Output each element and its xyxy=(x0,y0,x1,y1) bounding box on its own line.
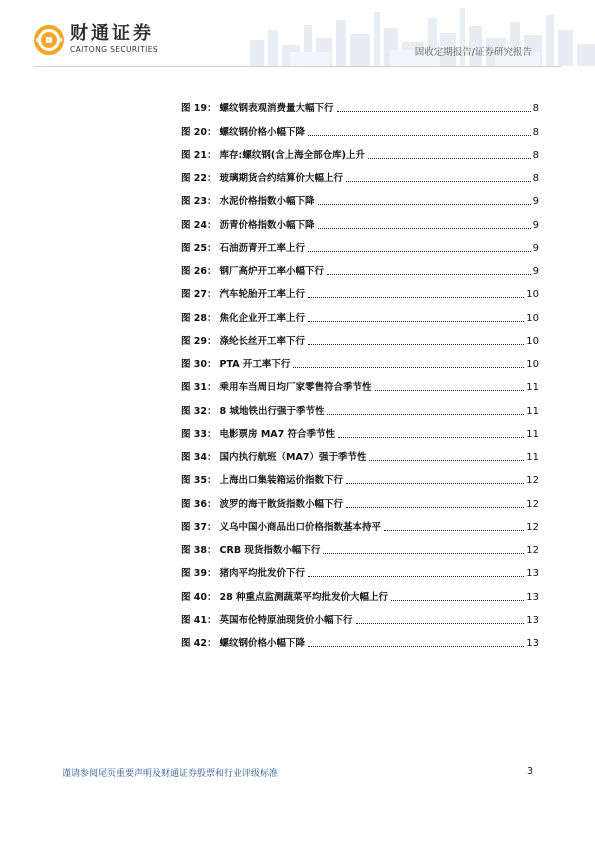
toc-page-number: 13 xyxy=(526,638,539,649)
toc-figure-title: 国内执行航班（MA7）强于季节性 xyxy=(219,452,367,463)
toc-page-number: 10 xyxy=(526,359,539,370)
toc-page-number: 11 xyxy=(526,405,539,417)
toc-entry[interactable] xyxy=(181,138,539,161)
toc-page-number: 12 xyxy=(526,521,539,533)
toc-figure-title: 涤纶长丝开工率下行 xyxy=(219,335,306,347)
toc-figure-title: 波罗的海干散货指数小幅下行 xyxy=(219,498,344,510)
toc-figure-number: 图 37： xyxy=(181,521,217,533)
toc-figure-number: 图 22： xyxy=(181,173,217,184)
toc-figure-number: 图 24： xyxy=(181,219,217,231)
toc-page-number: 13 xyxy=(526,568,539,580)
toc-figure-title: 螺纹钢价格小幅下降 xyxy=(219,126,306,138)
toc-entry[interactable] xyxy=(181,161,539,184)
toc-figure-title: 焦化企业开工率上行 xyxy=(219,312,306,324)
toc-figure-number: 图 21： xyxy=(181,149,217,161)
toc-entry[interactable] xyxy=(181,463,539,486)
page-number: 3 xyxy=(526,766,533,777)
toc-entry[interactable] xyxy=(181,231,539,254)
toc-entry[interactable] xyxy=(181,207,539,230)
toc-leader-dots xyxy=(337,111,531,112)
toc-leader-dots xyxy=(346,507,524,508)
header-divider xyxy=(34,66,561,67)
toc-leader-dots xyxy=(308,321,524,322)
toc-leader-dots xyxy=(308,576,524,577)
toc-leader-dots xyxy=(308,135,531,136)
toc-page-number: 11 xyxy=(526,452,539,463)
toc-entry[interactable] xyxy=(181,533,539,556)
toc-entry[interactable] xyxy=(181,277,539,300)
toc-leader-dots xyxy=(327,274,531,275)
toc-figure-title: CRB 现货指数小幅下行 xyxy=(219,545,321,556)
toc-leader-dots xyxy=(323,553,524,554)
toc-entry[interactable] xyxy=(181,440,539,463)
toc-leader-dots xyxy=(356,623,525,624)
brand-name-cn: 财通证券 xyxy=(70,23,154,44)
toc-figure-title: 沥青价格指数小幅下降 xyxy=(219,219,315,231)
brand-name-en: CAITONG SECURITIES xyxy=(70,45,159,54)
toc-entry[interactable] xyxy=(181,114,539,137)
toc-figure-number: 图 19： xyxy=(181,103,217,115)
toc-page-number: 9 xyxy=(532,242,539,254)
toc-leader-dots xyxy=(308,646,524,647)
toc-entry[interactable] xyxy=(181,486,539,509)
toc-page-number: 11 xyxy=(526,382,539,394)
toc-figure-title: 水泥价格指数小幅下降 xyxy=(219,196,315,208)
toc-figure-number: 图 30： xyxy=(181,359,217,370)
toc-entry[interactable] xyxy=(181,91,539,114)
toc-figure-number: 图 29： xyxy=(181,335,217,347)
toc-page-number: 8 xyxy=(532,126,539,138)
toc-entry[interactable] xyxy=(181,393,539,416)
toc-figure-title: PTA 开工率下行 xyxy=(219,359,291,370)
toc-leader-dots xyxy=(369,460,524,461)
toc-figure-number: 图 34： xyxy=(181,452,217,463)
toc-leader-dots xyxy=(318,204,531,205)
caitong-logo-icon xyxy=(34,25,64,55)
toc-page-number: 13 xyxy=(526,614,539,626)
toc-figure-title: 螺纹钢表观消费量大幅下行 xyxy=(219,103,334,115)
toc-leader-dots xyxy=(338,437,524,438)
toc-page-number: 8 xyxy=(532,149,539,161)
toc-page-number: 11 xyxy=(526,428,539,440)
toc-figure-number: 图 41： xyxy=(181,614,217,626)
toc-page-number: 12 xyxy=(526,498,539,510)
toc-entry[interactable] xyxy=(181,300,539,323)
toc-figure-title: 库存:螺纹钢(含上海全部仓库)上升 xyxy=(219,149,366,161)
toc-figure-number: 图 38： xyxy=(181,545,217,556)
toc-entry[interactable] xyxy=(181,626,539,649)
toc-page-number: 9 xyxy=(532,219,539,231)
toc-figure-number: 图 33： xyxy=(181,428,217,440)
toc-figure-title: 义乌中国小商品出口价格指数基本持平 xyxy=(219,521,382,533)
toc-figure-title: 乘用车当周日均厂家零售符合季节性 xyxy=(219,382,372,394)
figure-table-of-contents xyxy=(181,91,539,649)
toc-page-number: 13 xyxy=(526,591,539,603)
toc-figure-number: 图 35： xyxy=(181,475,217,487)
toc-figure-number: 图 25： xyxy=(181,242,217,254)
toc-figure-number: 图 39： xyxy=(181,568,217,580)
toc-figure-title: 螺纹钢价格小幅下降 xyxy=(219,638,306,649)
toc-entry[interactable] xyxy=(181,347,539,370)
toc-figure-number: 图 42： xyxy=(181,638,217,649)
toc-entry[interactable] xyxy=(181,417,539,440)
toc-entry[interactable] xyxy=(181,254,539,277)
toc-leader-dots xyxy=(327,414,524,415)
toc-page-number: 8 xyxy=(532,103,539,115)
footer-disclaimer[interactable]: 谨请参阅尾页重要声明及财通证券股票和行业评级标准 xyxy=(62,769,279,779)
toc-page-number: 8 xyxy=(532,173,539,184)
toc-figure-number: 图 31： xyxy=(181,382,217,394)
toc-leader-dots xyxy=(346,483,524,484)
toc-entry[interactable] xyxy=(181,324,539,347)
toc-entry[interactable] xyxy=(181,370,539,393)
toc-leader-dots xyxy=(318,228,531,229)
toc-figure-number: 图 20： xyxy=(181,126,217,138)
toc-figure-title: 英国布伦特原油现货价小幅下行 xyxy=(219,614,353,626)
toc-entry[interactable] xyxy=(181,556,539,579)
report-type: 固收定期报告/证券研究报告 xyxy=(414,47,532,58)
toc-page-number: 10 xyxy=(526,335,539,347)
toc-figure-title: 28 种重点监测蔬菜平均批发价大幅上行 xyxy=(219,591,389,603)
toc-figure-title: 上海出口集装箱运价指数下行 xyxy=(219,475,344,487)
toc-entry[interactable] xyxy=(181,184,539,207)
toc-figure-title: 石油沥青开工率上行 xyxy=(219,242,306,254)
toc-leader-dots xyxy=(391,600,524,601)
toc-leader-dots xyxy=(346,181,531,182)
toc-leader-dots xyxy=(293,367,524,368)
toc-figure-number: 图 23： xyxy=(181,196,217,208)
page-header xyxy=(0,0,595,70)
toc-leader-dots xyxy=(384,530,524,531)
toc-entry[interactable] xyxy=(181,579,539,602)
toc-figure-title: 汽车轮胎开工率上行 xyxy=(219,289,306,301)
toc-entry[interactable] xyxy=(181,603,539,626)
toc-leader-dots xyxy=(308,297,524,298)
toc-figure-number: 图 28： xyxy=(181,312,217,324)
toc-figure-title: 钢厂高炉开工率小幅下行 xyxy=(219,266,325,277)
company-logo xyxy=(34,24,158,55)
toc-page-number: 12 xyxy=(526,475,539,487)
toc-figure-title: 8 城地铁出行强于季节性 xyxy=(219,405,325,417)
toc-page-number: 10 xyxy=(526,289,539,301)
toc-figure-number: 图 26： xyxy=(181,266,217,277)
toc-figure-title: 猪肉平均批发价下行 xyxy=(219,568,306,580)
toc-figure-number: 图 40： xyxy=(181,591,217,603)
toc-page-number: 9 xyxy=(532,196,539,208)
toc-page-number: 10 xyxy=(526,312,539,324)
toc-leader-dots xyxy=(368,158,531,159)
toc-figure-number: 图 36： xyxy=(181,498,217,510)
toc-figure-number: 图 32： xyxy=(181,405,217,417)
toc-leader-dots xyxy=(308,251,531,252)
toc-leader-dots xyxy=(308,344,524,345)
toc-page-number: 12 xyxy=(526,545,539,556)
toc-entry[interactable] xyxy=(181,510,539,533)
toc-figure-title: 电影票房 MA7 符合季节性 xyxy=(219,428,336,440)
toc-figure-title: 玻璃期货合约结算价大幅上行 xyxy=(219,173,344,184)
toc-figure-number: 图 27： xyxy=(181,289,217,301)
toc-leader-dots xyxy=(375,390,525,391)
toc-page-number: 9 xyxy=(532,266,539,277)
